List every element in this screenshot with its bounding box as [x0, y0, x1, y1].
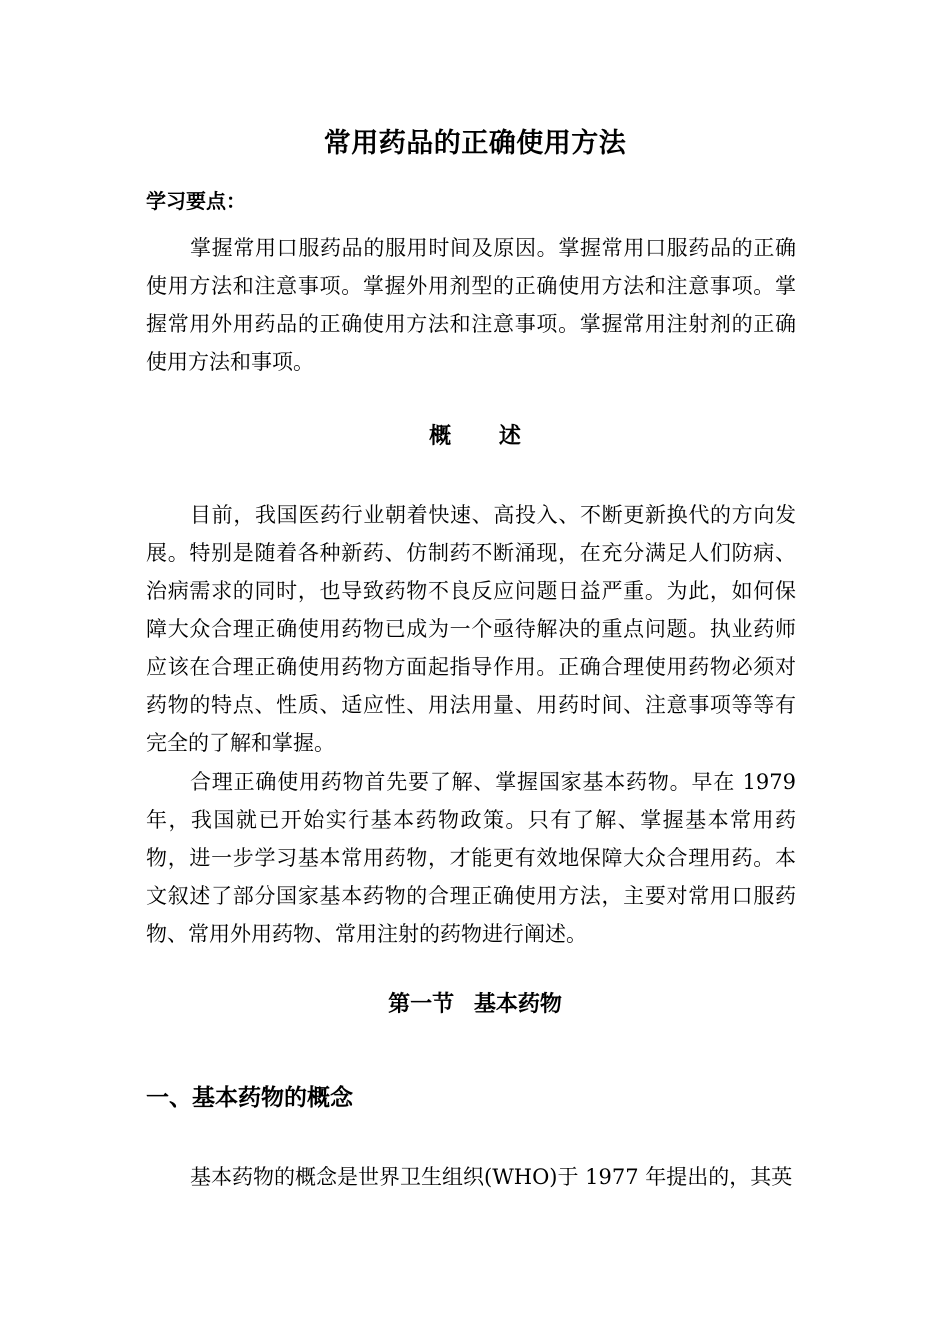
section-heading: 第一节 基本药物 [388, 992, 562, 1017]
overview-paragraph-2: 合理正确使用药物首先要了解、掌握国家基本药物。早在 1979 年，我国就已开始实行基本药物政策。只有了解、掌握基本常用药物，进一步学习基本常用药物，才能更有效地保障大众合理用药。本文叙述了部分国家基本药物的合理正确使用方法，主要对常用口服药物、常用外用药物、常用注射的药物进行阐述。 [146, 770, 796, 946]
subsection-heading: 一、基本药物的概念 [146, 1085, 353, 1111]
overview-heading: 概 述 [429, 424, 521, 449]
document-title: 常用药品的正确使用方法 [323, 128, 627, 159]
key-points-paragraph: 掌握常用口服药品的服用时间及原因。掌握常用口服药品的正确使用方法和注意事项。掌握外用剂型的正确使用方法和注意事项。掌握常用外用药品的正确使用方法和注意事项。掌握常用注射剂的正确使用方法和事项。 [146, 236, 796, 374]
key-points-label: 学习要点： [146, 189, 246, 213]
section-paragraph: 基本药物的概念是世界卫生组织(WHO)于 1977 年提出的，其英 [190, 1165, 793, 1189]
overview-paragraph-1: 目前，我国医药行业朝着快速、高投入、不断更新换代的方向发展。特别是随着各种新药、仿制药不断涌现，在充分满足人们防病、治病需求的同时，也导致药物不良反应问题日益严重。为此，如何保障大众合理正确使用药物已成为一个亟待解决的重点问题。执业药师应该在合理正确使用药物方面起指导作用。正确合理使用药物必须对药物的特点、性质、适应性、用法用量、用药时间、注意事项等等有完全的了解和掌握。 [146, 503, 796, 755]
